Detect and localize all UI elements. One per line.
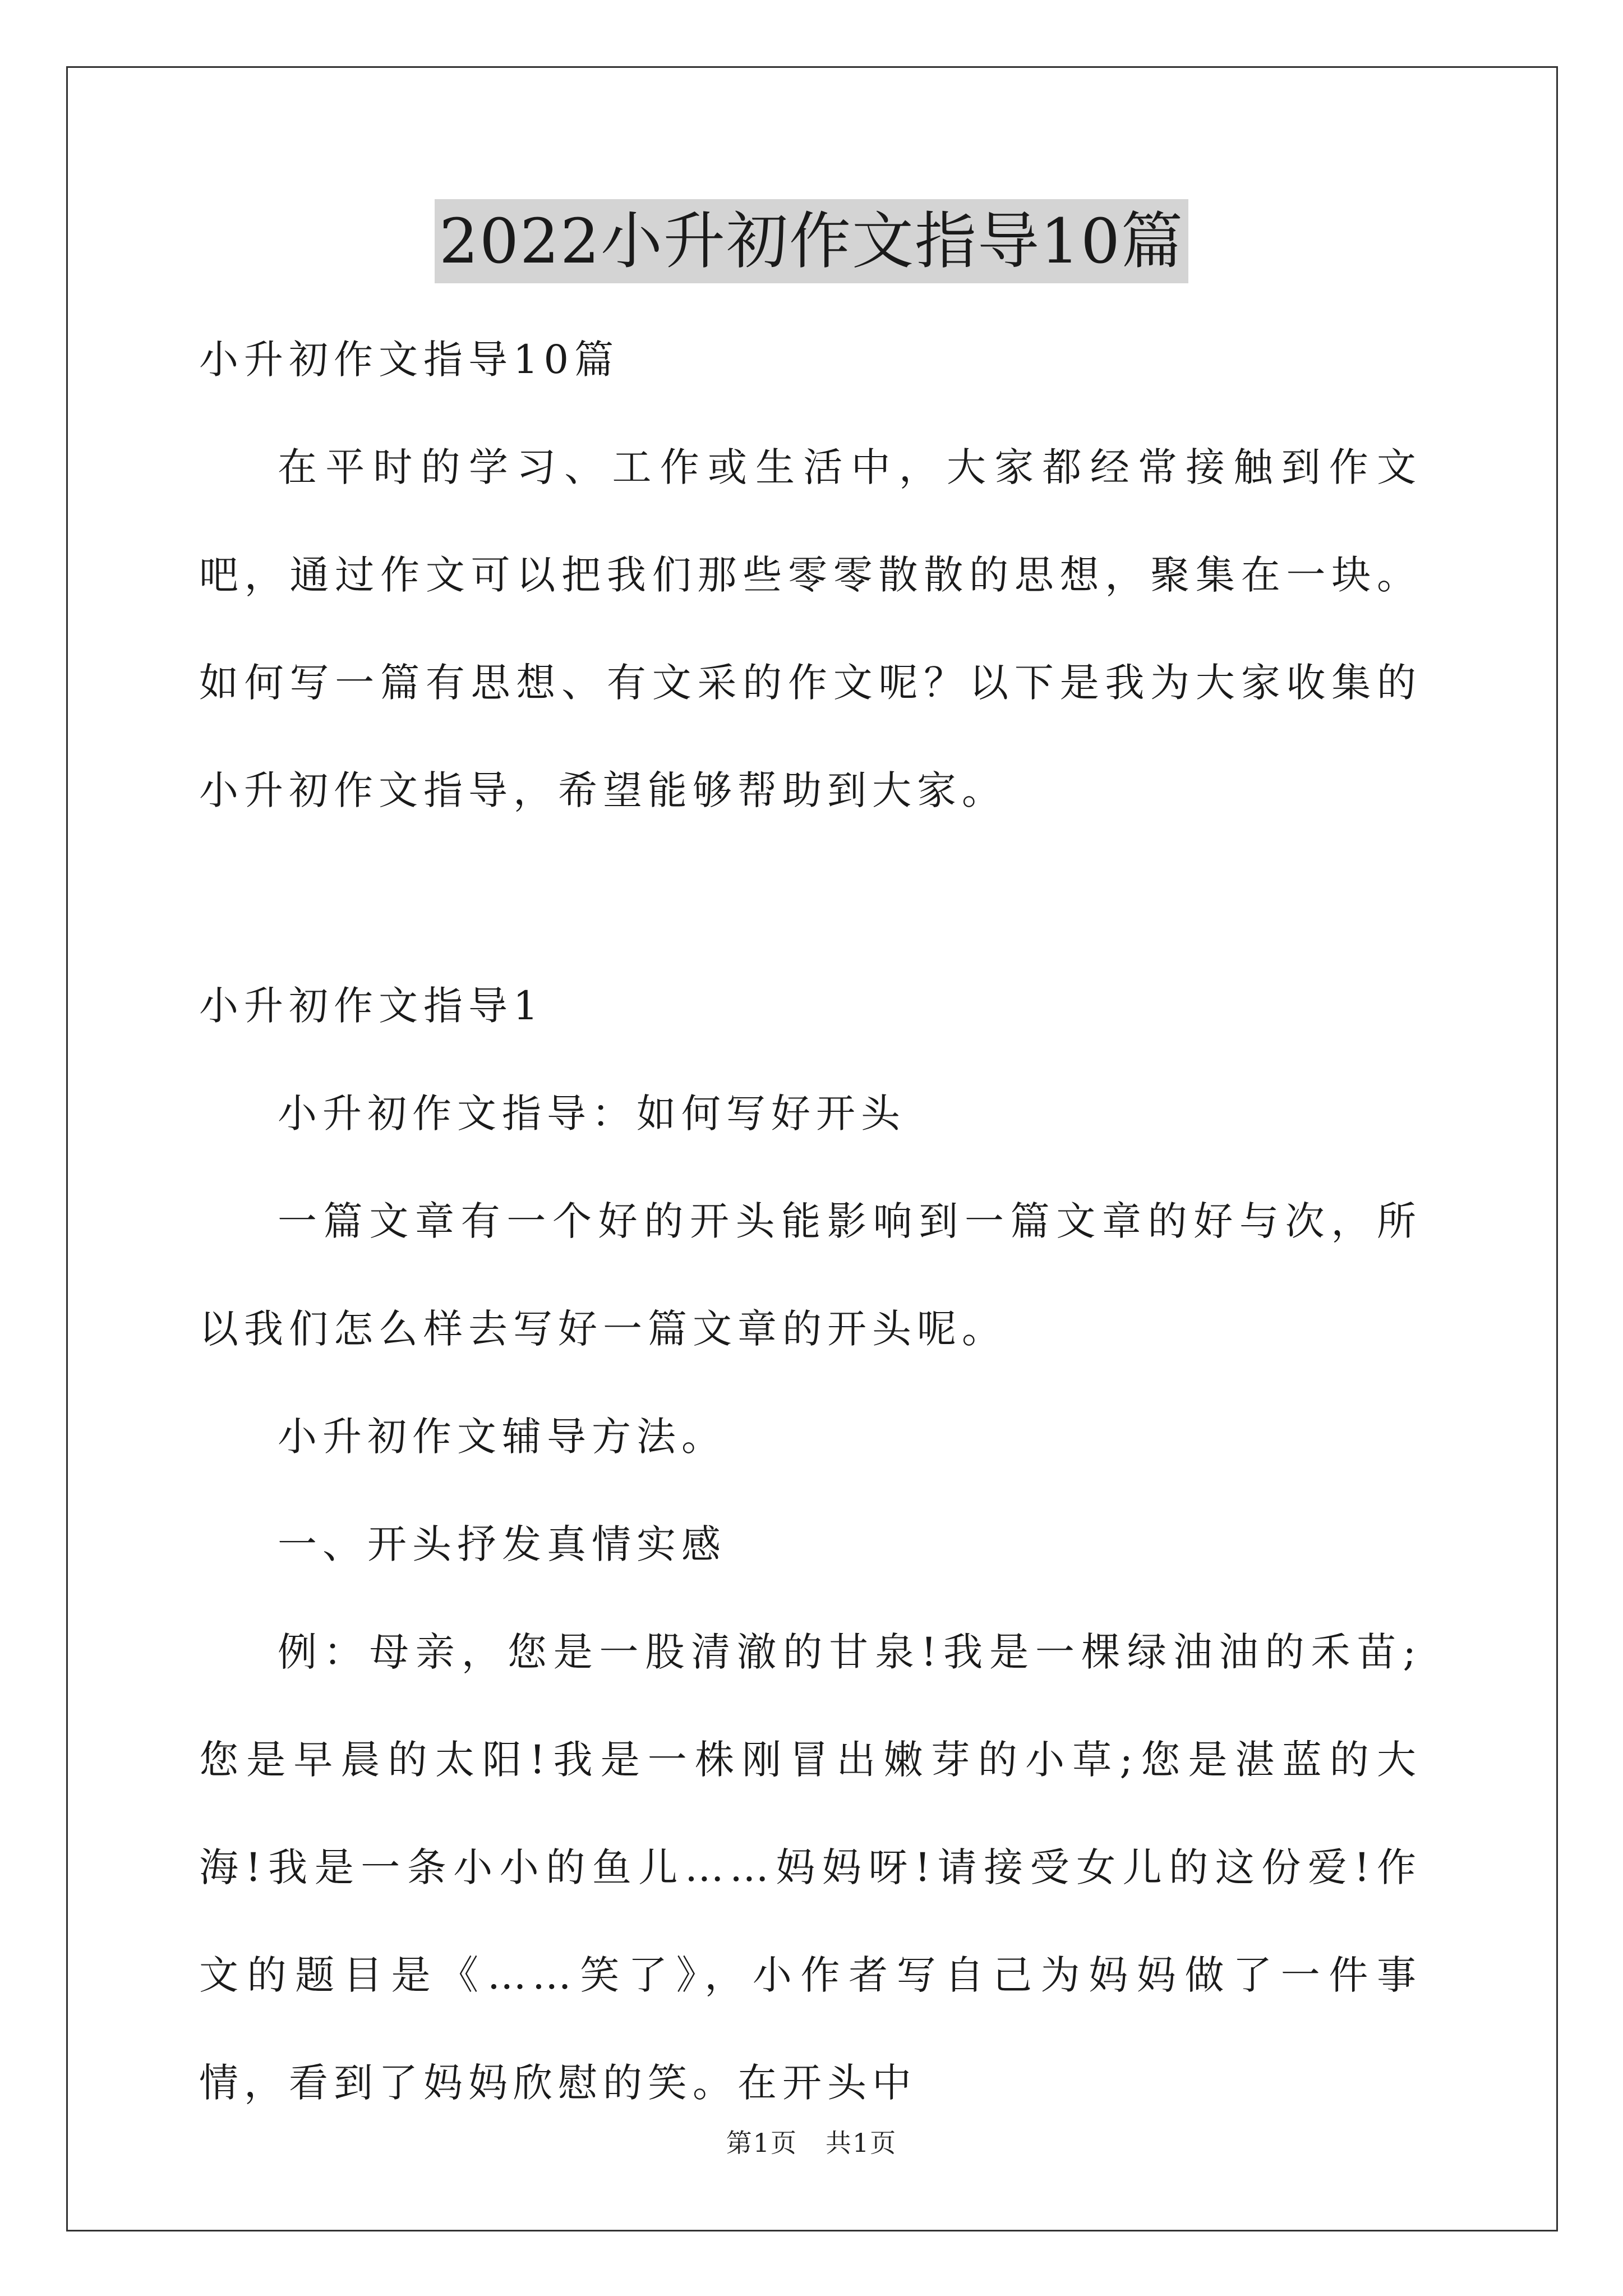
body-paragraph: 一、开头抒发真情实感	[278, 1521, 726, 1567]
subtitle-paragraph: 小升初作文指导10篇	[199, 337, 620, 383]
body-paragraph: 小升初作文辅导方法。	[278, 1414, 726, 1460]
page-footer	[0, 2126, 1623, 2160]
document-title: 2022小升初作文指导10篇	[435, 199, 1188, 283]
page-count: 共1页	[826, 2128, 897, 2158]
intro-paragraph: 在平时的学习、工作或生活中，大家都经常接触到作文吧，通过作文可以把我们那些零零散散的思想，聚集在一块。如何写一篇有思想、有文采的作文呢？以下是我为大家收集的小升初作文指导，希望能够帮助到大家。	[199, 444, 1422, 813]
body-paragraph: 一篇文章有一个好的开头能影响到一篇文章的好与次，所以我们怎么样去写好一篇文章的开头呢。	[199, 1198, 1422, 1352]
page-number: 第1页	[726, 2128, 797, 2158]
body-paragraph: 例：母亲，您是一股清澈的甘泉!我是一棵绿油油的禾苗;您是早晨的太阳!我是一株刚冒出嫩芽的小草;您是湛蓝的大海!我是一条小小的鱼儿……妈妈呀!请接受女儿的这份爱!作文的题目是《……笑了》，小作者写自己为妈妈做了一件事情，看到了妈妈欣慰的笑。在开头中	[199, 1629, 1422, 2106]
blank-line	[199, 844, 1422, 952]
section-heading: 小升初作文指导1	[199, 983, 544, 1029]
section-subheading: 小升初作文指导：如何写好开头	[278, 1091, 906, 1137]
title-container	[0, 199, 1623, 283]
document-body	[199, 306, 1422, 2137]
